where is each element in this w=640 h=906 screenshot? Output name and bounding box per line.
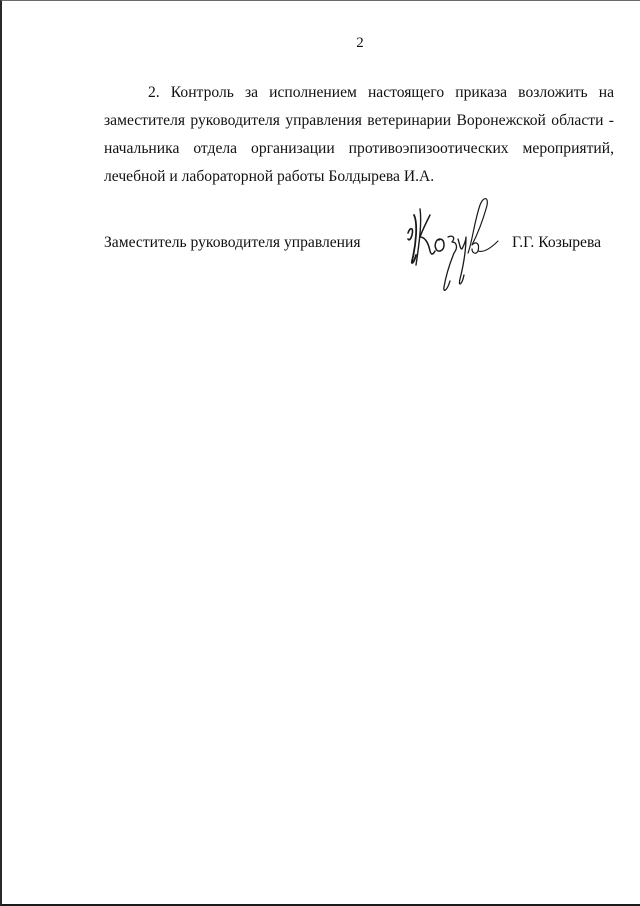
page-number: 2 <box>356 35 364 51</box>
signatory-name: Г.Г. Козырева <box>512 234 602 251</box>
paragraph-line: заместителя руководителя управления ветеринарии Воронежской области - <box>104 112 614 129</box>
signature-block <box>104 234 604 264</box>
paragraph-line: 2. Контроль за исполнением настоящего приказа возложить на <box>148 84 614 101</box>
signatory-title: Заместитель руководителя управления <box>104 234 361 251</box>
paragraph-line: начальника отдела организации противоэпизоотических мероприятий, <box>104 140 614 157</box>
handwritten-signature-icon <box>400 193 500 298</box>
paragraph-2 <box>104 79 614 191</box>
paragraph-line: лечебной и лабораторной работы Болдырева И.А. <box>104 168 435 185</box>
